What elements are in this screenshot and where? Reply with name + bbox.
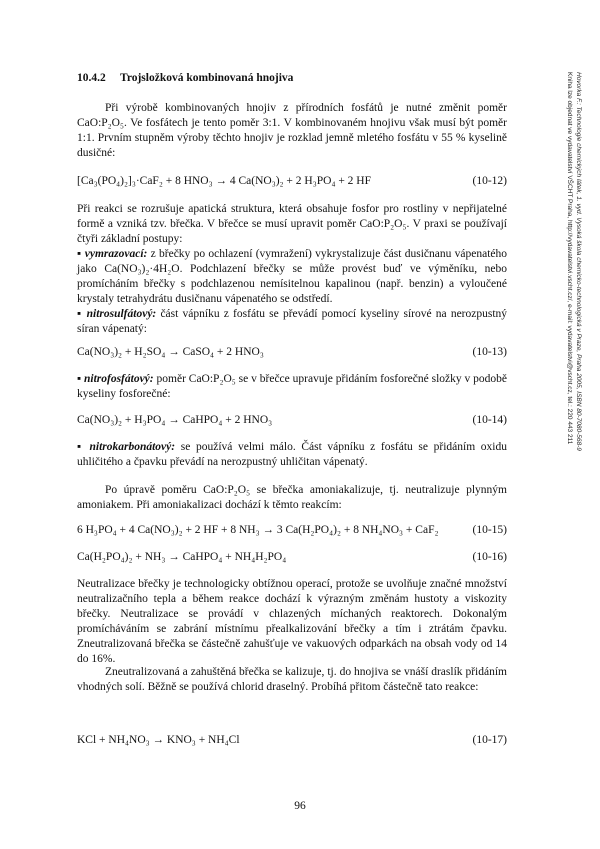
paragraph-ammoniation: Po úpravě poměru CaO:P₂O₅ se břečka amoniakalizuje, tj. neutralizuje plynným amoniakem. Při amoniakalizaci dochází k těmto reakcím:: [77, 484, 507, 511]
bullet-marker: ▪: [77, 441, 84, 453]
bullet-label: nitrokarbonátový:: [89, 441, 176, 453]
equation-text: Ca(NO₃)₂ + H₃PO₄ → CaHPO₄ + 2 HNO₃: [77, 414, 273, 426]
bullet-label: nitrosulfátový:: [86, 308, 157, 320]
equation-number: (10-12): [472, 175, 507, 187]
equation-text: 6 H₃PO₄ + 4 Ca(NO₃)₂ + 2 HF + 8 NH₃ → 3 Ca(H₂PO₄)₂ + 8 NH₄NO₃ + CaF₂: [77, 524, 439, 536]
equation-text: Ca(NO₃)₂ + H₂SO₄ → CaSO₄ + 2 HNO₃: [77, 346, 264, 358]
equation-10-12: [77, 174, 507, 189]
bullet-label: nitrofosfátový:: [83, 373, 154, 385]
equation-number: (10-15): [472, 524, 507, 536]
bullet-text: z břečky po ochlazení (vymražení) vykrystalizuje část dusičnanu vápenatého jako Ca(NO₃)₂·4H₂O. Podchlazení břečky se může provést buď ve výměníku, nebo promícháním břečky s podchlazenou nemísitelnou kapalinou (např. benzin) a vyloučené krystaly tetrahydrátu dusičnanu vápenatého se odstředí.: [77, 248, 508, 305]
paragraph-reaction-text: Při reakci se rozrušuje apatická struktura, která obsahuje fosfor pro rostliny v nepřijatelné formě a vzniká tzv. břečka. V břečce se musí upravit poměr CaO:P₂O₅. V praxi se používají čtyři základní postupy:: [77, 203, 507, 245]
bullet-nitrosulfatovy: [77, 307, 507, 337]
paragraph-intro: Při výrobě kombinovaných hnojiv z přírodních fosfátů je nutné změnit poměr CaO:P₂O₅. Ve fosfátech je tento poměr 3:1. V kombinovaném hnojivu však musí být poměr 1:1. Prvním stupněm výroby těchto hnojiv je rozklad jemně mletého fosfátu v 55 % kyselině dusičné:: [77, 102, 507, 159]
equation-text: KCl + NH₄NO₃ → KNO₃ + NH₄Cl: [77, 734, 240, 746]
equation-10-15: [77, 523, 507, 538]
equation-number: (10-13): [472, 346, 507, 358]
bullet-text: poměr CaO:P₂O₅ se v břečce upravuje přidáním fosforečné složky v podobě kyseliny fosforečné:: [77, 373, 508, 400]
bullet-vymrazovaci: [77, 247, 507, 307]
copyright-sidenote: [565, 72, 583, 451]
equation-10-13: [77, 345, 507, 360]
bullet-text: se používá velmi málo. Část vápníku z fosfátu se přidáním oxidu uhličitého a čpavku převádí na nerozpustný uhličitan vápenatý.: [77, 441, 508, 468]
sidenote-citation: Hovorka F.: Technologie chemických látek, 1. vyd. Vysoká škola chemicko-technologická v Praze, Praha 2005, ISBN 80-7080-568-9: [575, 72, 582, 451]
page-number: 96: [294, 800, 306, 812]
bullet-label: vymrazovací:: [84, 248, 148, 260]
paragraph-neutralization: Neutralizace břečky je technologicky obtížnou operací, protože se uvolňuje značné množství neutralizačního tepla a během reakce dochází k výrazným změnám hustoty a viskozity břečky. Neutralizace se provádí v chlazených míchaných reaktorech. Dokonalým promícháváním se zabrání místnímu přealkalizování břečky a tím i ztrátám čpavku. Zneutralizovaná břečka se částečně zahušťuje ve vakuových odparkách na obsah vody od 14 do 16%.: [77, 578, 507, 665]
paragraph-potash: Zneutralizovaná a zahuštěná břečka se kalizuje, tj. do hnojiva se vnáší draslík přidáním vhodných solí. Běžně se používá chlorid draselný. Probíhá přitom částečně tato reakce:: [77, 666, 507, 693]
sidenote-order-info: Kniha lze objednat ve vydavatelství VŠCHT Praha, http://vydavatelstvi.vscht.cz/, e-mail: vydavatelstvi@vscht.cz, tel.: 220 443 211: [566, 72, 573, 445]
paragraph-reaction: [77, 202, 507, 337]
bullet-nitrokarbonatovy: [77, 440, 507, 470]
bullet-marker: ▪: [77, 308, 83, 320]
equation-text: [Ca₃(PO₄)₂]₃·CaF₂ + 8 HNO₃ → 4 Ca(NO₃)₂ + 2 H₃PO₄ + 2 HF: [77, 175, 372, 187]
section-heading: [77, 72, 293, 84]
section-title: Trojsložková kombinovaná hnojiva: [120, 72, 294, 84]
equation-number: (10-14): [472, 414, 507, 426]
bullet-marker: ▪: [77, 373, 82, 385]
equation-number: (10-16): [472, 551, 507, 563]
equation-10-16: [77, 550, 507, 565]
bullet-text: část vápníku z fosfátu se převádí pomocí kyseliny sírové na nerozpustný síran vápenatý:: [77, 308, 508, 335]
equation-10-14: [77, 413, 507, 428]
equation-10-17: [77, 733, 507, 748]
bullet-nitrofosfatovy: [77, 372, 507, 402]
section-number: 10.4.2: [77, 72, 106, 84]
equation-text: Ca(H₂PO₄)₂ + NH₃ → CaHPO₄ + NH₄H₂PO₄: [77, 551, 287, 563]
bullet-marker: ▪: [77, 248, 82, 260]
equation-number: (10-17): [472, 734, 507, 746]
